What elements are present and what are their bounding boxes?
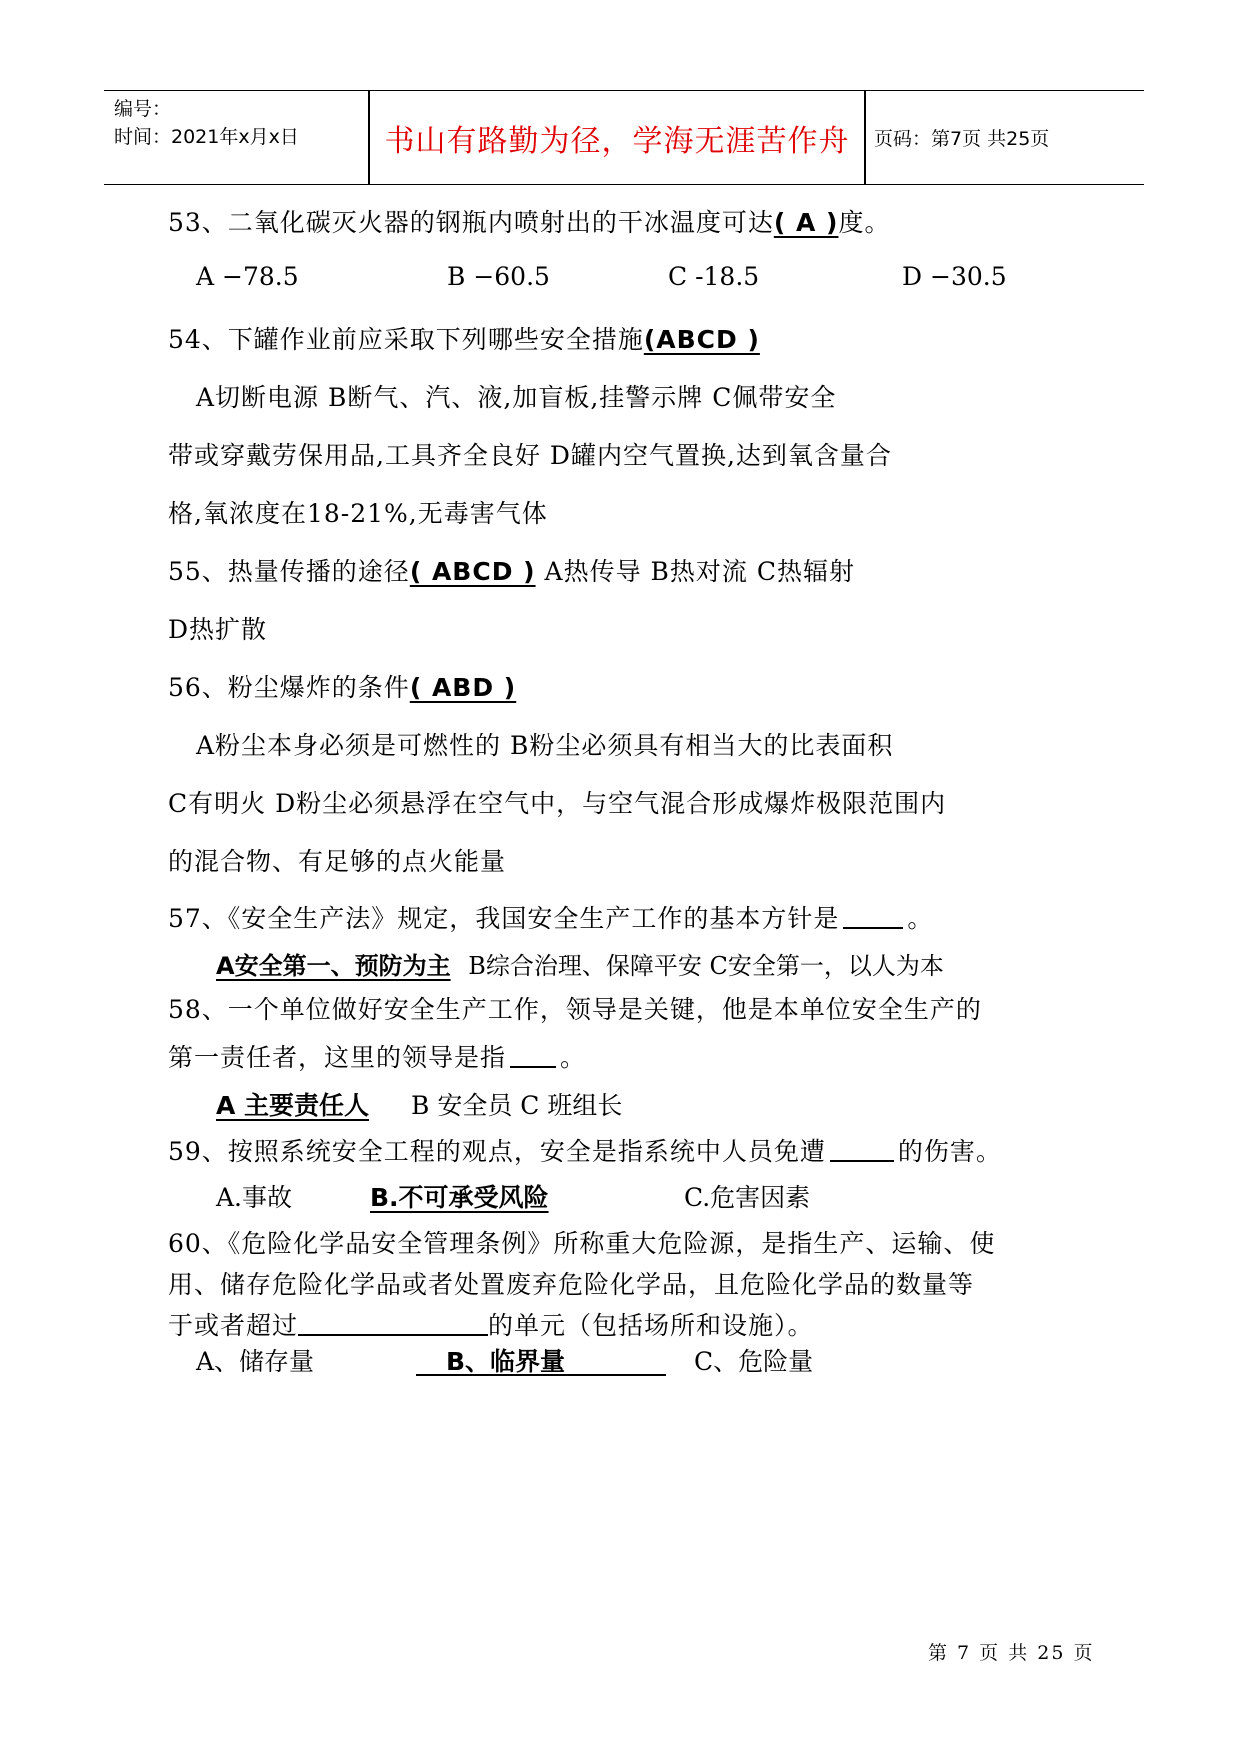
q53-option-a: A −78.5 xyxy=(196,262,299,291)
q55-options: A热传导 B热对流 C热辐射 xyxy=(544,557,855,586)
q59-option-a: A.事故 xyxy=(216,1183,293,1212)
q54-line-1: A切断电源 B断气、汽、液,加盲板,挂警示牌 C佩带安全 xyxy=(196,383,837,412)
number-label: 编号： xyxy=(114,98,172,120)
q55-stem: 55、热量传播的途径 xyxy=(168,557,410,586)
q56-answer: ( ABD ) xyxy=(409,673,517,702)
q55-line-2: D热扩散 xyxy=(168,615,268,644)
q60-option-c: C、危险量 xyxy=(694,1347,814,1376)
q56-line-2: C有明火 D粉尘必须悬浮在空气中，与空气混合形成爆炸极限范围内 xyxy=(168,789,947,818)
question-53 xyxy=(168,203,1083,239)
time-label: 时间：2021年x月x日 xyxy=(114,126,299,148)
q54-stem: 54、下罐作业前应采取下列哪些安全措施 xyxy=(168,325,644,354)
q60-answer xyxy=(416,1342,666,1376)
question-59 xyxy=(168,1132,1083,1168)
header-motto: 书山有路勤为径，学海无涯苦作舟 xyxy=(384,123,850,159)
q53-suffix: 度。 xyxy=(838,208,891,237)
q59-stem: 59、按照系统安全工程的观点，安全是指系统中人员免遭 xyxy=(168,1137,826,1166)
q57-stem: 57、《安全生产法》规定，我国安全生产工作的基本方针是 xyxy=(168,904,840,933)
q57-options xyxy=(216,946,944,981)
q60-line-3-wrap xyxy=(168,1306,1083,1342)
q54-line-3: 格,氧浓度在18-21%,无毒害气体 xyxy=(168,499,548,528)
q57-other-options: B综合治理、保障平安 C安全第一，以人为本 xyxy=(468,952,944,980)
q60-line-3-pre: 于或者超过 xyxy=(168,1311,299,1340)
q60-answer-text: B、临界量 xyxy=(446,1347,566,1376)
q58-other-options: B 安全员 C 班组长 xyxy=(411,1091,623,1120)
q55-answer: ( ABCD ) xyxy=(409,557,536,586)
q57-suffix: 。 xyxy=(907,904,934,933)
q58-blank xyxy=(510,1042,556,1068)
q54-line-2: 带或穿戴劳保用品,工具齐全良好 D罐内空气置换,达到氧含量合 xyxy=(168,441,892,470)
q58-answer: A 主要责任人 xyxy=(216,1091,370,1120)
header-page-label: 页码：第7页 共25页 xyxy=(874,128,1050,150)
question-55 xyxy=(168,552,1083,588)
q60-line-3-post: 的单元（包括场所和设施）。 xyxy=(488,1311,814,1340)
q58-line-2-wrap xyxy=(168,1038,1083,1074)
page-footer: 第 7 页 共 25 页 xyxy=(928,1642,1095,1664)
question-56 xyxy=(168,668,1083,704)
page-header xyxy=(104,90,1144,185)
q59-answer-text: B.不可承受风险 xyxy=(370,1183,549,1212)
q56-stem: 56、粉尘爆炸的条件 xyxy=(168,673,410,702)
q56-line-1: A粉尘本身必须是可燃性的 B粉尘必须具有相当大的比表面积 xyxy=(196,731,894,760)
q53-option-d: D −30.5 xyxy=(902,262,1007,291)
q58-options xyxy=(216,1086,622,1122)
q59-suffix: 的伤害。 xyxy=(897,1137,1002,1166)
q54-answer: (ABCD ) xyxy=(643,325,760,354)
q57-answer: A安全第一、预防为主 xyxy=(216,952,451,980)
q60-line-2: 用、储存危险化学品或者处置废弃危险化学品，且危险化学品的数量等 xyxy=(168,1270,975,1299)
header-divider xyxy=(864,91,866,184)
q60-blank xyxy=(298,1310,488,1336)
q57-blank xyxy=(843,903,903,929)
q58-suffix: 。 xyxy=(560,1043,587,1072)
q53-option-b: B −60.5 xyxy=(447,262,550,291)
q53-stem: 53、二氧化碳灭火器的钢瓶内喷射出的干冰温度可达 xyxy=(168,208,774,237)
q60-line-1: 60、《危险化学品安全管理条例》所称重大危险源，是指生产、运输、使 xyxy=(168,1229,996,1258)
q59-option-c: C.危害因素 xyxy=(684,1183,811,1212)
q58-line-1: 58、一个单位做好安全生产工作，领导是关键，他是本单位安全生产的 xyxy=(168,995,982,1024)
q59-blank xyxy=(830,1136,894,1162)
question-57 xyxy=(168,899,1083,935)
q53-option-c: C -18.5 xyxy=(668,262,760,291)
q53-answer: ( A ) xyxy=(773,208,839,237)
header-meta xyxy=(114,95,299,151)
q56-line-3: 的混合物、有足够的点火能量 xyxy=(168,847,507,876)
question-54 xyxy=(168,320,1083,356)
q58-line-2: 第一责任者，这里的领导是指 xyxy=(168,1043,507,1072)
q60-option-a: A、储存量 xyxy=(196,1347,315,1376)
q59-answer xyxy=(370,1178,549,1214)
